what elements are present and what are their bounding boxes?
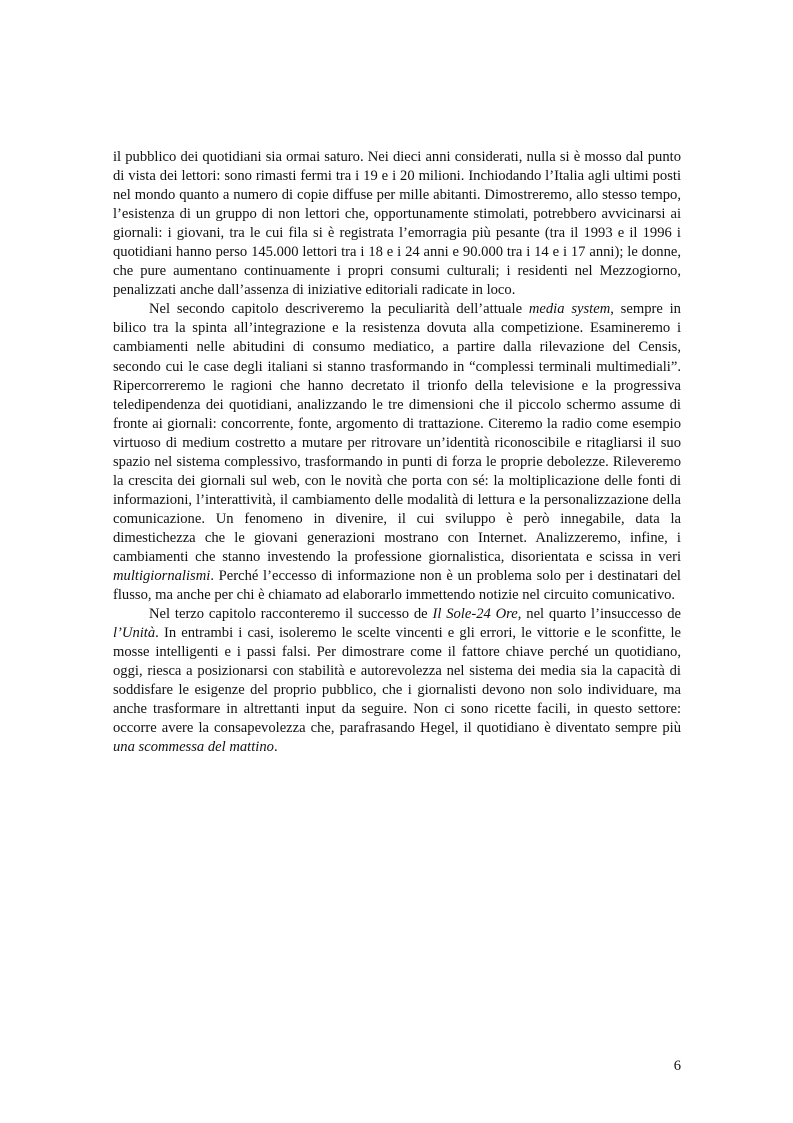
paragraph-2-text: . Perché l’eccesso di informazione non è un problema solo per i destinatari del flusso, ma anche per chi è chiamato ad elaborarlo immettendo notizie nel circuito comunicativo. xyxy=(113,568,681,604)
italic-phrase-scommessa-del-mattino: una scommessa del mattino xyxy=(113,739,274,756)
paragraph-1-text: il pubblico dei quotidiani sia ormai saturo. Nei dieci anni considerati, nulla si è mosso dal punto di vista dei lettori: sono rimasti fermi tra i 19 e i 20 milioni. Inchiodando l’Italia agli ultimi posti nel mondo quanto a numero di copie diffuse per mille abitanti. Dimostreremo, allo stesso tempo, l’esistenza di un gruppo di non lettori che, opportunamente stimolati, potrebbero avvicinarsi ai giornali: i giovani, tra le cui fila si è registrata l’emorragia più pesante (tra il 1993 e il 1996 i quotidiani hanno perso 145.000 lettori tra i 18 e i 24 anni e 90.000 tra i 14 e i 17 anni); le donne, che pure aumentano continuamente i propri consumi culturali; i residenti nel Mezzogiorno, penalizzati anche dall’assenza di iniziative editoriali radicate in loco. xyxy=(113,149,681,299)
paragraph-3-text: , nel quarto l’insuccesso de xyxy=(517,606,681,623)
paragraph-3-text: . In entrambi i casi, isoleremo le scelte vincenti e gli errori, le vittorie e le sconfitte, le mosse intelligenti e i passi falsi. Per dimostrare come il fattore chiave perché un quotidiano, oggi, riesca a posizionarsi con stabilità e autorevolezza nel sistema dei media sia la capacità di soddisfare le esigenze del proprio pubblico, che i giornalisti devono non solo individuare, ma anche trasformare in altrettanti input da seguire. Non ci sono ricette facili, in questo settore: occorre avere la consapevolezza che, parafrasando Hegel, il quotidiano è diventato sempre più xyxy=(113,625,681,737)
paragraph-1 xyxy=(113,148,681,300)
italic-term-multigiornalismi: multigiornalismi xyxy=(113,568,211,585)
italic-title-l-unita: l’Unità xyxy=(113,625,156,642)
paragraph-2-text: Nel secondo capitolo descriveremo la peculiarità dell’attuale xyxy=(149,301,529,318)
paragraph-2 xyxy=(113,300,681,605)
page-number: 6 xyxy=(673,1058,681,1074)
italic-term-media-system: media system xyxy=(528,301,611,318)
paragraph-3-text: . xyxy=(273,739,278,756)
paragraph-3 xyxy=(113,605,681,757)
italic-title-il-sole-24-ore: Il Sole-24 Ore xyxy=(432,606,518,623)
paragraph-3-text: Nel terzo capitolo racconteremo il successo de xyxy=(149,606,433,623)
paragraph-2-text: , sempre in bilico tra la spinta all’integrazione e la resistenza dovuta alla competizione. Esamineremo i cambiamenti nelle abitudini di consumo mediatico, a partire dalla rilevazione del Censis, secondo cui le case degli italiani si stanno trasformando in “complessi terminali multimediali”. Ripercorreremo le ragioni che hanno decretato il trionfo della televisione e la progressiva teledipendenza dei quotidiani, analizzando le tre dimensioni che il piccolo schermo assume di fronte ai giornali: concorrente, fonte, argomento di trattazione. Citeremo la radio come esempio virtuoso di medium costretto a mutare per ritrovare un’identità riconoscibile e ritagliarsi il suo spazio nel sistema complessivo, trasformando in punti di forza le proprie debolezze. Rileveremo la crescita dei giornali sul web, con le novità che porta con sé: la moltiplicazione delle fonti di informazioni, l’interattività, il cambiamento delle modalità di lettura e la personalizzazione della comunicazione. Un fenomeno in divenire, il cui sviluppo è però innegabile, data la dimestichezza che le giovani generazioni mostrano con Internet. Analizzeremo, infine, i cambiamenti che stanno investendo la professione giornalistica, disorientata e scissa in veri xyxy=(113,301,681,565)
body-text xyxy=(113,148,681,758)
